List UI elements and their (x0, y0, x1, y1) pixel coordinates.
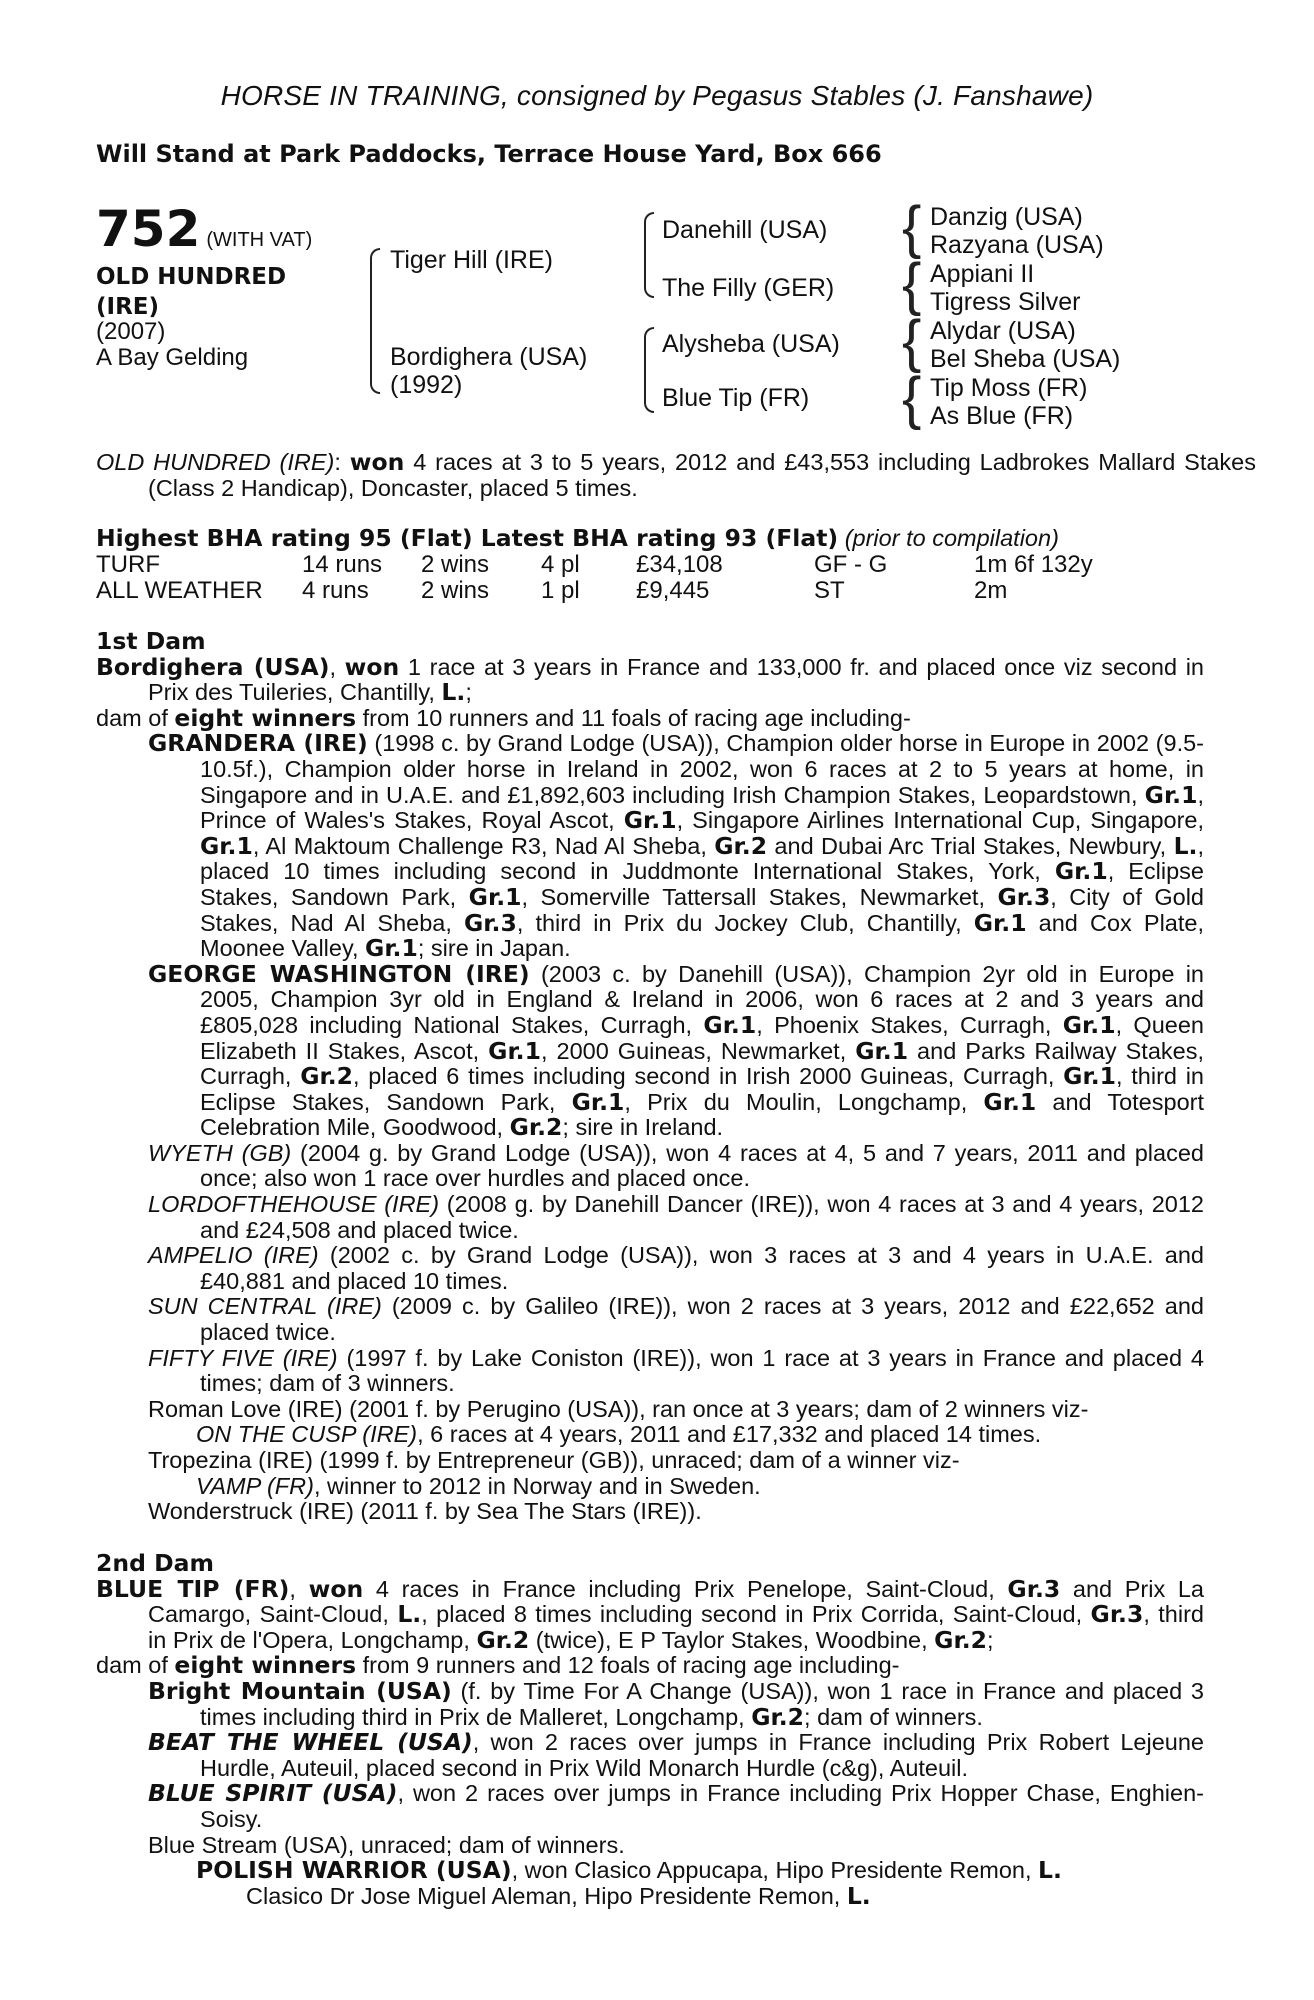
summary-horse-name: OLD HUNDRED (IRE) (96, 449, 335, 475)
bha-rating (96, 526, 1204, 552)
produce-wonderstruck: Wonderstruck (IRE) (2011 f. by Sea The Stars (IRE)). (148, 1498, 702, 1525)
second-dam-produce: dam of eight winners from 9 runners and 12 foals of racing age including- (96, 1651, 900, 1680)
dam-line-brace (644, 327, 654, 413)
produce-roman-love: Roman Love (IRE) (2001 f. by Perugino (USA)), ran once at 3 years; dam of 2 winners viz- (148, 1395, 1089, 1422)
horse-description: A Bay Gelding (96, 344, 249, 371)
produce-blue-spirit: BLUE SPIRIT (USA), won 2 races over jumps in France including Prix Hopper Chase, Enghien-Soisy. (148, 1779, 1204, 1832)
second-dam-name: BLUE TIP (FR) (96, 1574, 290, 1603)
first-dam-produce: dam of eight winners from 10 runners and 11 foals of racing age including- (96, 703, 911, 732)
produce-lordofthehouse: LORDOFTHEHOUSE (IRE) (2008 g. by Danehill Dancer (IRE)), won 4 races at 3 and 4 years, 2012 and £24,508 and placed twice. (148, 1191, 1204, 1243)
first-dam-entry: Bordighera (USA), won 1 race at 3 years in France and 133,000 fr. and placed once viz second in Prix des Tuileries, Chantilly, L.; (96, 652, 1204, 707)
first-dam-section (96, 629, 1204, 1525)
pedigree-dam-sire: Alysheba (USA) (662, 330, 840, 358)
produce-blue-stream: Blue Stream (USA), unraced; dam of winners. (148, 1831, 625, 1858)
pedigree-ssd: Razyana (USA) (930, 231, 1104, 259)
produce-sun-central: SUN CENTRAL (IRE) (2009 c. by Galileo (IRE)), won 2 races at 3 years, 2012 and £22,652 and placed twice. (148, 1293, 1205, 1346)
produce-on-the-cusp: ON THE CUSP (IRE), 6 races at 4 years, 2011 and £17,332 and placed 14 times. (196, 1421, 1042, 1448)
pedigree-dds: Tip Moss (FR) (930, 374, 1088, 402)
produce-bright-mountain: Bright Mountain (USA) (f. by Time For A Change (USA)), won 1 race in France and placed 3 times including third in Prix de Malleret, Longchamp, Gr.2; dam of winners. (148, 1676, 1204, 1731)
second-dam-section (96, 1551, 1204, 1909)
sire-line-brace (644, 212, 654, 298)
pedigree-dam-year: (1992) (390, 371, 463, 399)
produce-tropezina: Tropezina (IRE) (1999 f. by Entrepreneur (GB)), unraced; dam of a winner viz- (148, 1447, 960, 1473)
race-summary: OLD HUNDRED (IRE): won 4 races at 3 to 5 years, 2012 and £43,553 including Ladbrokes Mallard Stakes (Class 2 Handicap), Doncaster, placed 5 times. (96, 448, 1256, 501)
rating-note: (prior to compilation) (844, 525, 1059, 551)
produce-grandera: GRANDERA (IRE) (1998 c. by Grand Lodge (USA)), Champion older horse in Europe in 2002 (9.5-10.5f.), Champion older horse in Ireland in 2002, won 6 races at 2 to 5 years at home, in Singapore and in U.A.E. and £1,892,603 including Irish Champion Stakes, Leopardstown, Gr.1, Prince of Wales's Stakes, Royal Ascot, Gr.1, Singapore Airlines International Cup, Singapore, Gr.1, Al Maktoum Challenge R3, Nad Al Sheba, Gr.2 and Dubai Arc Trial Stakes, Newbury, L., placed 10 times including second in Juddmonte International Stakes, York, Gr.1, Eclipse Stakes, Sandown Park, Gr.1, Somerville Tattersall Stakes, Newmarket, Gr.3, City of Gold Stakes, Nad Al Sheba, Gr.3, third in Prix du Jockey Club, Chantilly, Gr.1 and Cox Plate, Moonee Valley, Gr.1; sire in Japan. (148, 729, 1205, 963)
produce-vamp: VAMP (FR), winner to 2012 in Norway and in Sweden. (196, 1472, 761, 1499)
bha-rating-text: Highest BHA rating 95 (Flat) Latest BHA rating 93 (Flat) (96, 524, 839, 552)
produce-wyeth: WYETH (GB) (2004 g. by Grand Lodge (USA)), won 4 races at 4, 5 and 7 years, 2011 and placed once; also won 1 race over hurdles and placed once. (148, 1139, 1204, 1192)
pedigree-sire: Tiger Hill (IRE) (390, 246, 553, 274)
stand-location: Will Stand at Park Paddocks, Terrace House Yard, Box 666 (96, 140, 882, 168)
consignor-header: HORSE IN TRAINING, consigned by Pegasus Stables (J. Fanshawe) (220, 80, 1094, 111)
pedigree-ddd: As Blue (FR) (930, 402, 1074, 430)
produce-beat-the-wheel: BEAT THE WHEEL (USA), won 2 races over jumps in France including Prix Robert Lejeune Hurdle, Auteuil, placed second in Prix Wild Monarch Hurdle (c&g), Auteuil. (148, 1728, 1204, 1781)
first-dam-heading: 1st Dam (96, 627, 206, 655)
second-dam-entry: BLUE TIP (FR), won 4 races in France including Prix Penelope, Saint-Cloud, Gr.3 and Prix La Camargo, Saint-Cloud, L., placed 8 times including second in Prix Corrida, Saint-Cloud, Gr.3, third in Prix de l'Opera, Longchamp, Gr.2 (twice), E P Taylor Stakes, Woodbine, Gr.2; (96, 1574, 1205, 1654)
horse-name-line1: OLD HUNDRED (96, 264, 287, 290)
produce-ampelio: AMPELIO (IRE) (2002 c. by Grand Lodge (USA)), won 3 races at 3 and 4 years in U.A.E. and £40,881 and placed 10 times. (148, 1242, 1204, 1294)
produce-polish-warrior: POLISH WARRIOR (USA), won Clasico Appucapa, Hipo Presidente Remon, L. Clasico Dr Jose Miguel Aleman, Hipo Presidente Remon, L. (196, 1856, 1062, 1910)
vat-note: (WITH VAT) (206, 229, 313, 251)
pedigree-dam: Bordighera (USA) (390, 343, 588, 371)
foaling-year: (2007) (96, 318, 166, 345)
pedigree-sss: Danzig (USA) (930, 203, 1083, 231)
produce-fifty-five: FIFTY FIVE (IRE) (1997 f. by Lake Coniston (IRE)), won 1 race at 3 years in France and placed 4 times; dam of 3 winners. (148, 1344, 1204, 1397)
first-dam-name: Bordighera (USA) (96, 652, 330, 681)
pedigree-dam-dam: Blue Tip (FR) (662, 384, 810, 412)
form-table: TURF 14 runs 2 wins 4 pl £34,108 GF - G 1m 6f 132y ALL WEATHER 4 runs 2 wins 1 pl £9,445 ST 2m (96, 551, 1093, 604)
pedigree-dsd: Bel Sheba (USA) (930, 345, 1121, 373)
grandera-name: GRANDERA (IRE) (148, 729, 368, 758)
george-washington-name: GEORGE WASHINGTON (IRE) (148, 959, 530, 988)
horse-name-line2: (IRE) (96, 294, 160, 320)
lot-heading (96, 200, 312, 258)
brace-3: { (902, 309, 922, 374)
pedigree-sire-sire: Danehill (USA) (662, 216, 828, 244)
summary-won: won (349, 448, 405, 476)
summary-text: 4 races at 3 to 5 years, 2012 and £43,553 including Ladbrokes Mallard Stakes (Class 2 Handicap), Doncaster, placed 5 times. (148, 449, 1256, 501)
produce-george-washington: GEORGE WASHINGTON (IRE) (2003 c. by Danehill (USA)), Champion 2yr old in Europe in 2005, Champion 3yr old in England & Ireland in 2006, won 6 races at 2 and 3 years and £805,028 including National Stakes, Curragh, Gr.1, Phoenix Stakes, Curragh, Gr.1, Queen Elizabeth II Stakes, Ascot, Gr.1, 2000 Guineas, Newmarket, Gr.1 and Parks Railway Stakes, Curragh, Gr.2, placed 6 times including second in Irish 2000 Guineas, Curragh, Gr.1, third in Eclipse Stakes, Sandown Park, Gr.1, Prix du Moulin, Longchamp, Gr.1 and Totesport Celebration Mile, Goodwood, Gr.2; sire in Ireland. (148, 959, 1205, 1142)
brace-1: { (902, 195, 922, 260)
pedigree-sds: Appiani II (930, 260, 1035, 288)
lot-number: 752 (96, 200, 201, 258)
horse-name (96, 262, 326, 322)
sire-dam-brace (370, 248, 380, 394)
brace-2: { (902, 252, 922, 317)
second-dam-heading: 2nd Dam (96, 1549, 214, 1577)
pedigree-sdd: Tigress Silver (930, 288, 1081, 316)
pedigree-dss: Alydar (USA) (930, 317, 1076, 345)
pedigree-sire-dam: The Filly (GER) (662, 274, 835, 302)
brace-4: { (902, 366, 922, 431)
